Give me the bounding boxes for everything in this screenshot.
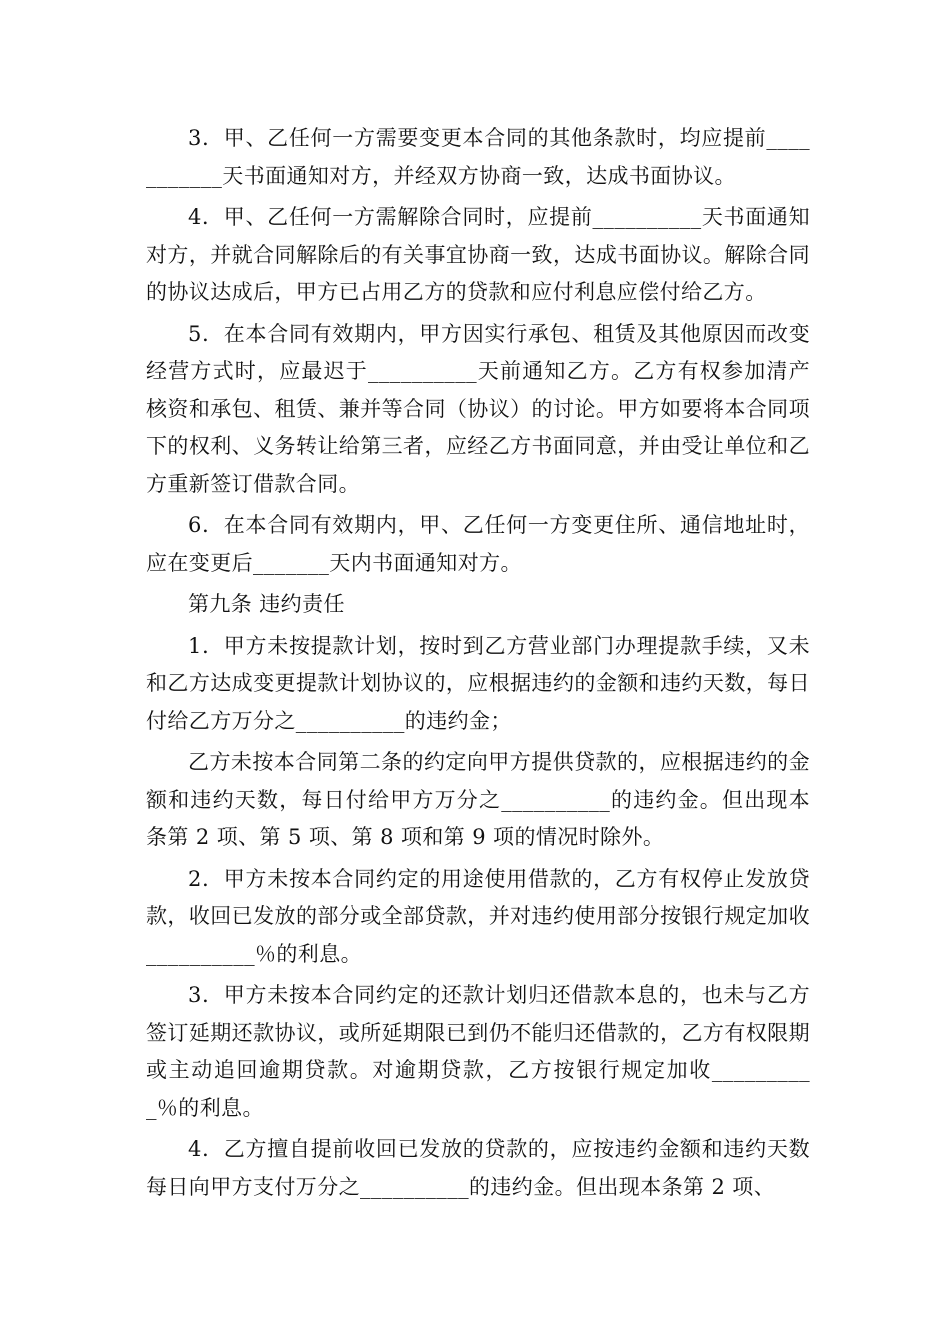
clause-8-3: 3．甲、乙任何一方需要变更本合同的其他条款时，均应提前___________天书面通知对方，并经双方协商一致，达成书面协议。 bbox=[146, 126, 810, 188]
document-page bbox=[146, 120, 810, 1206]
clause-9-3: 3．甲方未按本合同约定的还款计划归还借款本息的，也未与乙方签订延期还款协议，或所延期限已到仍不能归还借款的，乙方有权限期或主动追回逾期贷款。对逾期贷款，乙方按银行规定加收__________％的利息。 bbox=[146, 983, 810, 1120]
clause-8-4: 4．甲、乙任何一方需解除合同时，应提前__________天书面通知对方，并就合同解除后的有关事宜协商一致，达成书面协议。解除合同的协议达成后，甲方已占用乙方的贷款和应付利息应偿付给乙方。 bbox=[146, 205, 810, 304]
clause-8-6: 6．在本合同有效期内，甲、乙任何一方变更住所、通信地址时，应在变更后_______天内书面通知对方。 bbox=[146, 513, 810, 575]
clause-9-1: 1．甲方未按提款计划，按时到乙方营业部门办理提款手续，又未和乙方达成变更提款计划协议的，应根据违约的金额和违约天数，每日付给乙方万分之__________的违约金； bbox=[146, 633, 810, 733]
clause-9-4: 4．乙方擅自提前收回已发放的贷款的，应按违约金额和违约天数每日向甲方支付万分之__________的违约金。但出现本条第 2 项、 bbox=[146, 1137, 810, 1199]
section-heading: 第九条 违约责任 bbox=[188, 592, 345, 616]
clause-9-2: 2．甲方未按本合同约定的用途使用借款的，乙方有权停止发放贷款，收回已发放的部分或全部贷款，并对违约使用部分按银行规定加收__________％的利息。 bbox=[146, 866, 810, 966]
clause-8-5: 5．在本合同有效期内，甲方因实行承包、租赁及其他原因而改变经营方式时，应最迟于__________天前通知乙方。乙方有权参加清产核资和承包、租赁、兼并等合同（协议）的讨论。甲方如要将本合同项下的权利、义务转让给第三者，应经乙方书面同意，并由受让单位和乙方重新签订借款合同。 bbox=[146, 321, 810, 496]
clause-9-1-b: 乙方未按本合同第二条的约定向甲方提供贷款的，应根据违约的金额和违约天数，每日付给甲方万分之__________的违约金。但出现本条第 2 项、第 5 项、第 8 项和第 9 项的情况时除外。 bbox=[146, 750, 810, 849]
